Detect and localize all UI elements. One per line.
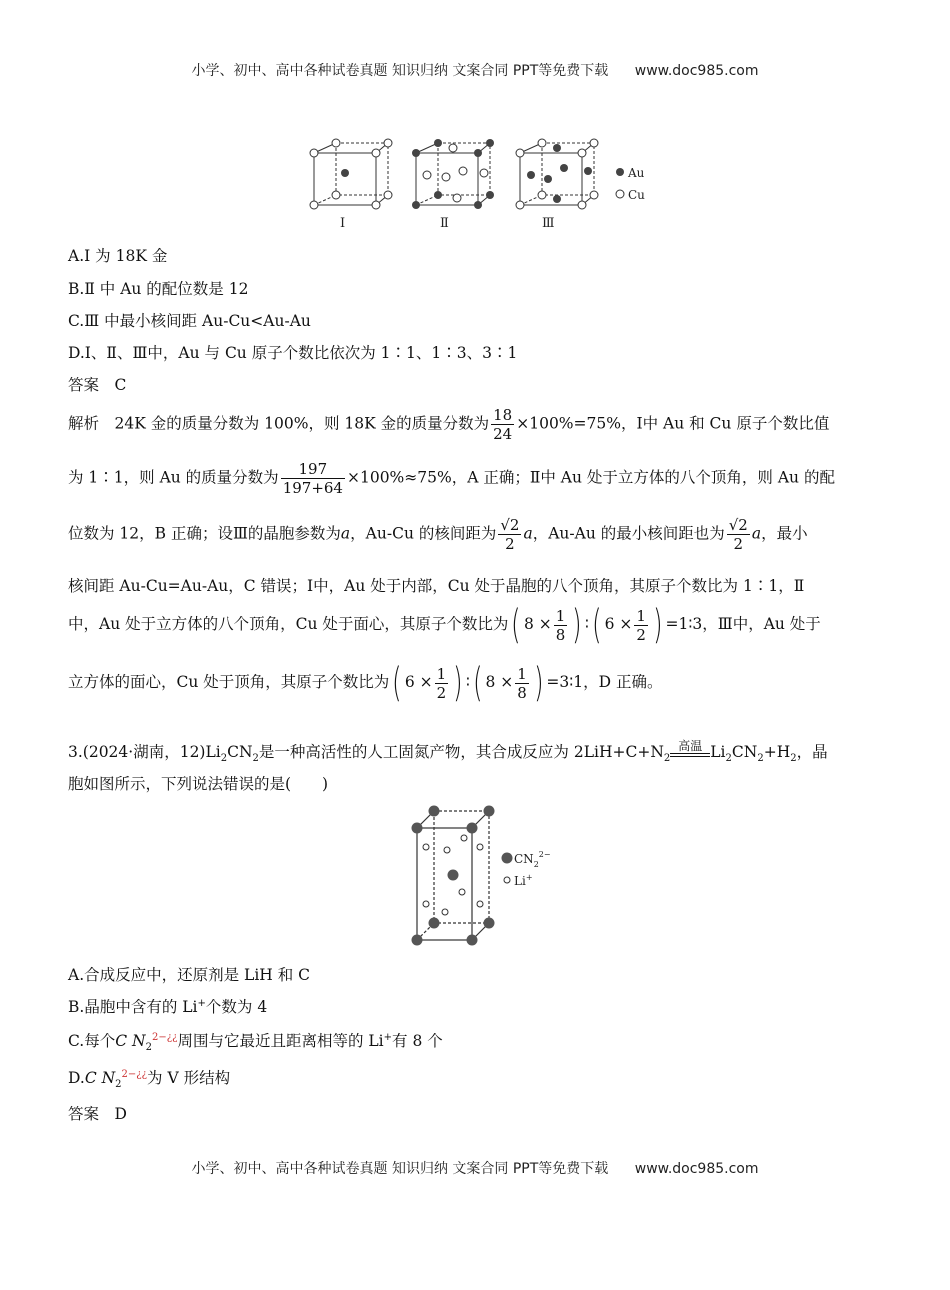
exp-line-5: 中，Au 处于立方体的八个顶角，Cu 处于面心，其原子个数比为( 8 × $\frac{1}{8}$ ) ∶( 6 × $\frac{1}{2}$ ) =1∶3，Ⅲ中，Au 处于 xyxy=(68,602,821,648)
crystal-cells-figure xyxy=(300,135,660,235)
q2-option-a: A.Ⅰ 为 18K 金 xyxy=(68,247,168,265)
fraction-18-24: $\frac{18}{24}$ xyxy=(493,406,513,443)
cell-label-1: Ⅰ xyxy=(340,216,346,231)
fraction-197: $\frac{197}{197+64}$ xyxy=(282,460,343,497)
q2-option-c: C.Ⅲ 中最小核间距 Au-Cu<Au-Au xyxy=(68,312,311,330)
footer-site[interactable]: www.doc985.com xyxy=(634,1161,759,1177)
header-site[interactable]: www.doc985.com xyxy=(634,63,759,79)
page-footer xyxy=(0,1158,950,1178)
q3-option-c: C.每个C $N_2^{2-¿¿}$周围与它最近且距离相等的 Li+有 8 个 xyxy=(68,1031,443,1054)
fraction-root2-over-2: $\frac{√2}{2}$ xyxy=(500,516,520,553)
q3-option-b: B.晶胞中含有的 Li+个数为 4 xyxy=(68,997,268,1016)
legend-li: Li+ xyxy=(514,873,533,888)
legend-cn2: $CN_2^{2-}$ xyxy=(514,850,551,869)
q3-option-d: D.C $N_2^{2-¿¿}$为 V 形结构 xyxy=(68,1068,231,1091)
q2-option-b: B.Ⅱ 中 Au 的配位数是 12 xyxy=(68,280,249,298)
legend-cu: Cu xyxy=(628,188,645,202)
exp-line-1: 解析 24K 金的质量分数为 100%，则 18K 金的质量分数为 $\frac{18}{24}$ ×100%=75%，Ⅰ中 Au 和 Cu 原子个数比值 xyxy=(68,406,830,443)
header-text: 小学、初中、高中各种试卷真题 知识归纳 文案合同 PPT等免费下载 xyxy=(191,63,609,79)
fraction-root2-over-2-b: $\frac{√2}{2}$ xyxy=(728,516,748,553)
q3-stem-line-2: 胞如图所示，下列说法错误的是( ) xyxy=(68,775,329,793)
q2-option-d: D.Ⅰ、Ⅱ、Ⅲ中，Au 与 Cu 原子个数比依次为 1∶1、1∶3、3∶1 xyxy=(68,344,518,362)
q2-answer: 答案 C xyxy=(68,376,127,394)
li2cn2-cell-figure xyxy=(400,800,560,955)
q3-stem-line-1: 3.(2024·湖南，$12)Li_2CN_2$是一种高活性的人工固氮产物，其合成反应为 $2LiH+C+N_2$ 高温 $Li_2CN_2+H_2$，晶 xyxy=(68,739,828,765)
exp-line-4: 核间距 Au-Cu=Au-Au，C 错误；Ⅰ中，Au 处于内部，Cu 处于晶胞的八个顶角，其原子个数比为 1∶1，Ⅱ xyxy=(68,577,805,595)
exp-line-3: 位数为 12，B 正确；设Ⅲ的晶胞参数为a，Au-Cu 的核间距为 $\frac{√2}{2}$ a，Au-Au 的最小核间距也为 $\frac{√2}{2}$ a，最小 xyxy=(68,516,808,553)
page-header xyxy=(0,60,950,80)
q3-option-a: A.合成反应中，还原剂是 LiH 和 C xyxy=(68,966,311,984)
cell-label-3: Ⅲ xyxy=(542,216,555,231)
q3-answer: 答案 D xyxy=(68,1105,127,1123)
exp-line-2: 为 1∶1，则 Au 的质量分数为 $\frac{197}{197+64}$ ×100%≈75%，A 正确；Ⅱ中 Au 处于立方体的八个顶角，则 Au 的配 xyxy=(68,460,835,497)
exp-line-6: 立方体的面心，Cu 处于顶角，其原子个数比为( 6 × $\frac{1}{2}$ ) ∶( 8 × $\frac{1}{8}$ ) =3∶1，D 正确。 xyxy=(68,660,663,706)
legend-au: Au xyxy=(628,166,645,180)
footer-text: 小学、初中、高中各种试卷真题 知识归纳 文案合同 PPT等免费下载 xyxy=(191,1161,609,1177)
cell-label-2: Ⅱ xyxy=(440,216,449,231)
